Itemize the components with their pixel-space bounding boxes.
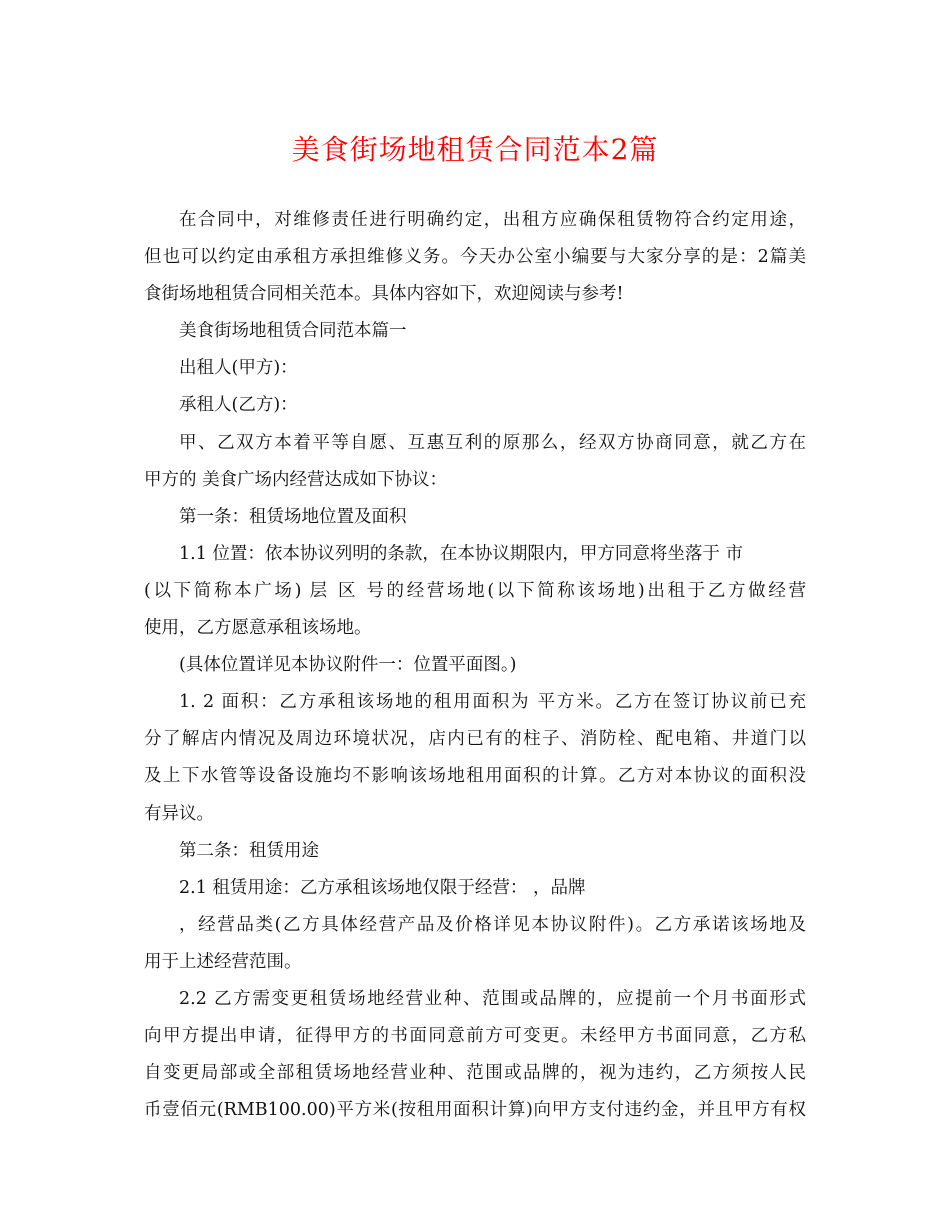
paragraph-line: 2.2 乙方需变更租赁场地经营业种、范围或品牌的，应提前一个月书面形式	[179, 988, 806, 1009]
paragraph-line: (以下简称本广场) 层 区 号的经营场地(以下简称该场地)出租于乙方做经营	[144, 580, 806, 601]
document-title: 美食街场地租赁合同范本2篇	[291, 133, 659, 166]
paragraph-line: 食街场地租赁合同相关范本。具体内容如下，欢迎阅读与参考!	[144, 284, 624, 305]
paragraph-line: 币壹佰元(RMB100.00)平方米(按租用面积计算)向甲方支付违约金，并且甲方有权	[144, 1100, 806, 1121]
paragraph-line: 但也可以约定由承租方承担维修义务。今天办公室小编要与大家分享的是：2篇美	[144, 247, 806, 268]
paragraph-line: 2.1 租赁用途：乙方承租该场地仅限于经营： ，品牌	[179, 877, 586, 898]
document-body	[144, 202, 806, 1129]
paragraph-line: 及上下水管等设备设施均不影响该场地租用面积的计算。乙方对本协议的面积没	[144, 766, 806, 787]
paragraph-line: ，经营品类(乙方具体经营产品及价格详见本协议附件)。乙方承诺该场地及	[179, 914, 806, 935]
paragraph-line: 向甲方提出申请，征得甲方的书面同意前方可变更。未经甲方书面同意，乙方私	[144, 1026, 806, 1047]
paragraph-line: 甲方的 美食广场内经营达成如下协议：	[144, 469, 448, 490]
paragraph-line: (具体位置详见本协议附件一：位置平面图。)	[179, 655, 517, 676]
paragraph-line: 用于上述经营范围。	[144, 951, 302, 972]
paragraph-line: 甲、乙双方本着平等自愿、互惠互利的原那么，经双方协商同意，就乙方在	[179, 432, 806, 453]
paragraph-line: 承租人(乙方)：	[179, 395, 298, 416]
paragraph-line: 出租人(甲方)：	[179, 358, 298, 379]
paragraph-line: 1.1 位置：依本协议列明的条款，在本协议期限内，甲方同意将坐落于 市	[179, 543, 743, 564]
paragraph-line: 美食街场地租赁合同范本篇一	[179, 321, 407, 342]
paragraph-line: 第一条：租赁场地位置及面积	[179, 506, 407, 527]
paragraph-line: 分了解店内情况及周边环境状况，店内已有的柱子、消防栓、配电箱、井道门以	[144, 729, 806, 750]
paragraph-line: 自变更局部或全部租赁场地经营业种、范围或品牌的，视为违约，乙方须按人民	[144, 1063, 806, 1084]
paragraph-line: 有异议。	[144, 803, 214, 824]
paragraph-line: 1. 2 面积：乙方承租该场地的租用面积为 平方米。乙方在签订协议前已充	[179, 692, 806, 713]
paragraph-line: 使用，乙方愿意承租该场地。	[144, 618, 372, 639]
paragraph-line: 第二条：租赁用途	[179, 840, 319, 861]
paragraph-line: 在合同中，对维修责任进行明确约定，出租方应确保租赁物符合约定用途，	[179, 210, 806, 230]
